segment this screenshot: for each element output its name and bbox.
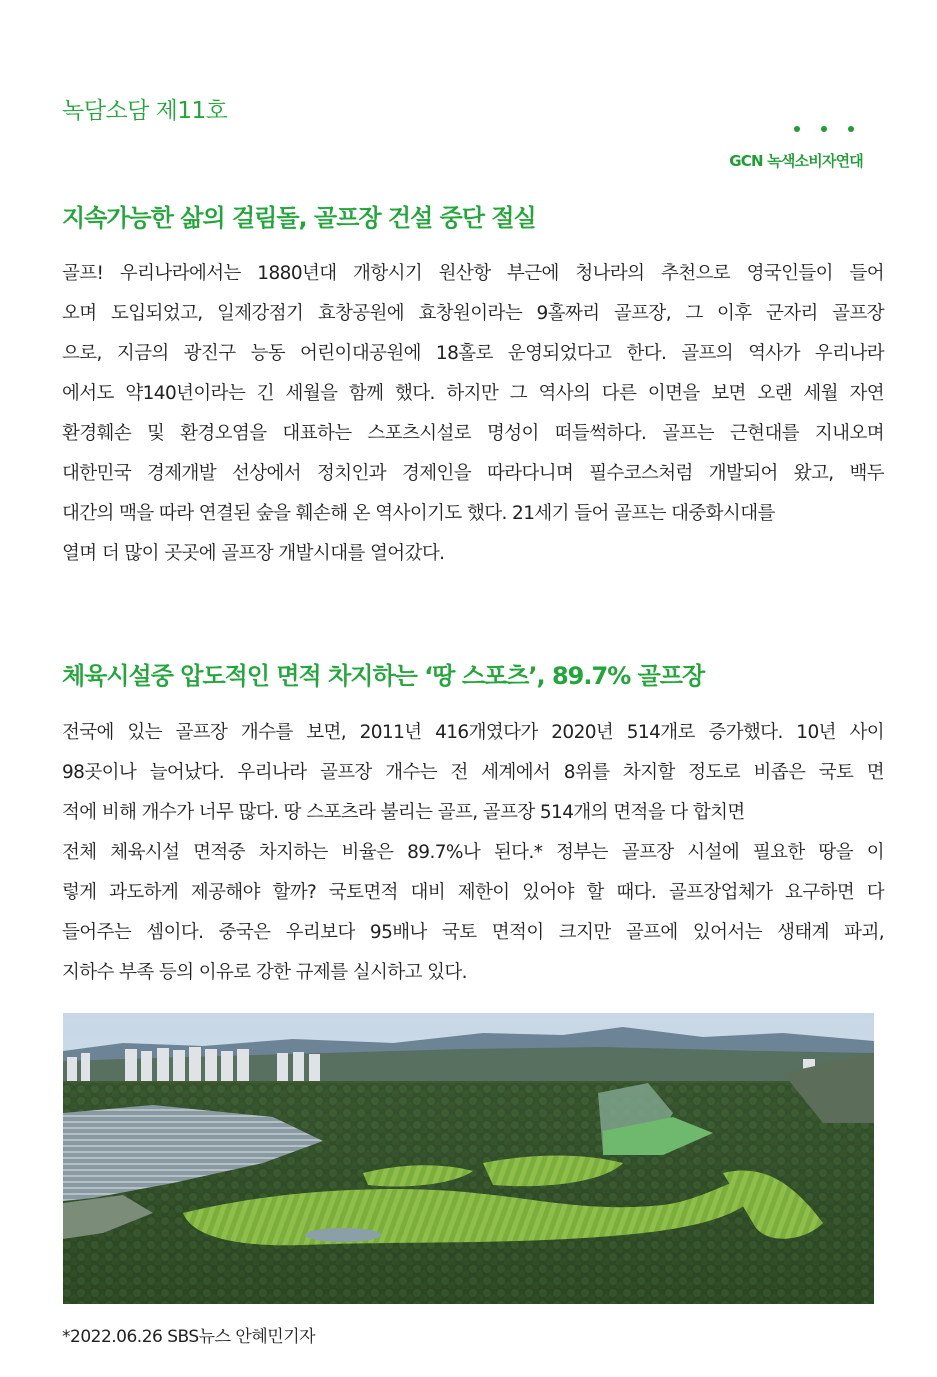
paragraph-line: 대간의 맥을 따라 연결된 숲을 훼손해 온 역사이기도 했다. 21세기 들어 골프는 대중화시대를 xyxy=(62,503,775,524)
paragraph-1 xyxy=(62,254,884,574)
dot-icon xyxy=(848,126,854,132)
paragraph-line: 들어주는 셈이다. 중국은 우리보다 95배나 국토 면적이 크지만 골프에 있어서는 생태계 파괴, xyxy=(62,922,884,943)
dot-icon xyxy=(821,126,827,132)
paragraph-line: 환경훼손 및 환경오염을 대표하는 스포츠시설로 명성이 떠들썩하다. 골프는 근현대를 지내오며 xyxy=(62,423,884,444)
paragraph-line: 적에 비해 개수가 너무 많다. 땅 스포츠라 불리는 골프, 골프장 514개의 면적을 다 합치면 xyxy=(62,802,745,823)
paragraph-line: 지하수 부족 등의 이유로 강한 규제를 실시하고 있다. xyxy=(62,962,467,983)
paragraph-line: 전체 체육시설 면적중 차지하는 비율은 89.7%나 된다.* 정부는 골프장 시설에 필요한 땅을 이 xyxy=(62,842,884,863)
dot-icon xyxy=(794,126,800,132)
paragraph-line: 렇게 과도하게 제공해야 할까? 국토면적 대비 제한이 있어야 할 때다. 골프장업체가 요구하면 다 xyxy=(62,882,884,903)
paragraph-line: 오며 도입되었고, 일제강점기 효창공원에 효창원이라는 9홀짜리 골프장, 그 이후 군자리 골프장 xyxy=(62,303,884,324)
paragraph-line: 골프! 우리나라에서는 1880년대 개항시기 원산항 부근에 청나라의 추천으로 영국인들이 들어 xyxy=(62,263,884,284)
section-title-1: 지속가능한 삶의 걸림돌, 골프장 건설 중단 절실 xyxy=(62,204,536,232)
paragraph-line: 에서도 약140년이라는 긴 세월을 함께 했다. 하지만 그 역사의 다른 이면을 보면 오랜 세월 자연 xyxy=(62,383,884,404)
paragraph-line: 으로, 지금의 광진구 능동 어린이대공원에 18홀로 운영되었다고 한다. 골프의 역사가 우리나라 xyxy=(62,343,884,364)
paragraph-line: 전국에 있는 골프장 개수를 보면, 2011년 416개였다가 2020년 514개로 증가했다. 10년 사이 xyxy=(62,722,884,743)
org-name: GCN 녹색소비자연대 xyxy=(729,152,863,170)
paragraph-line: 98곳이나 늘어났다. 우리나라 골프장 개수는 전 세계에서 8위를 차지할 정도로 비좁은 국토 면 xyxy=(62,762,884,783)
issue-label: 녹담소담 제11호 xyxy=(62,98,228,124)
paragraph-line: 열며 더 많이 곳곳에 골프장 개발시대를 열어갔다. xyxy=(62,543,445,564)
paragraph-line: 대한민국 경제개발 선상에서 정치인과 경제인을 따라다니며 필수코스처럼 개발되어 왔고, 백두 xyxy=(62,463,884,484)
paragraph-2 xyxy=(62,713,884,993)
dots-decoration xyxy=(792,126,862,134)
golf-course-aerial-photo xyxy=(63,1013,874,1304)
photo-caption: *2022.06.26 SBS뉴스 안혜민기자 xyxy=(62,1327,316,1347)
section-title-2: 체육시설중 압도적인 면적 차지하는 ‘땅 스포츠’, 89.7% 골프장 xyxy=(62,662,705,690)
